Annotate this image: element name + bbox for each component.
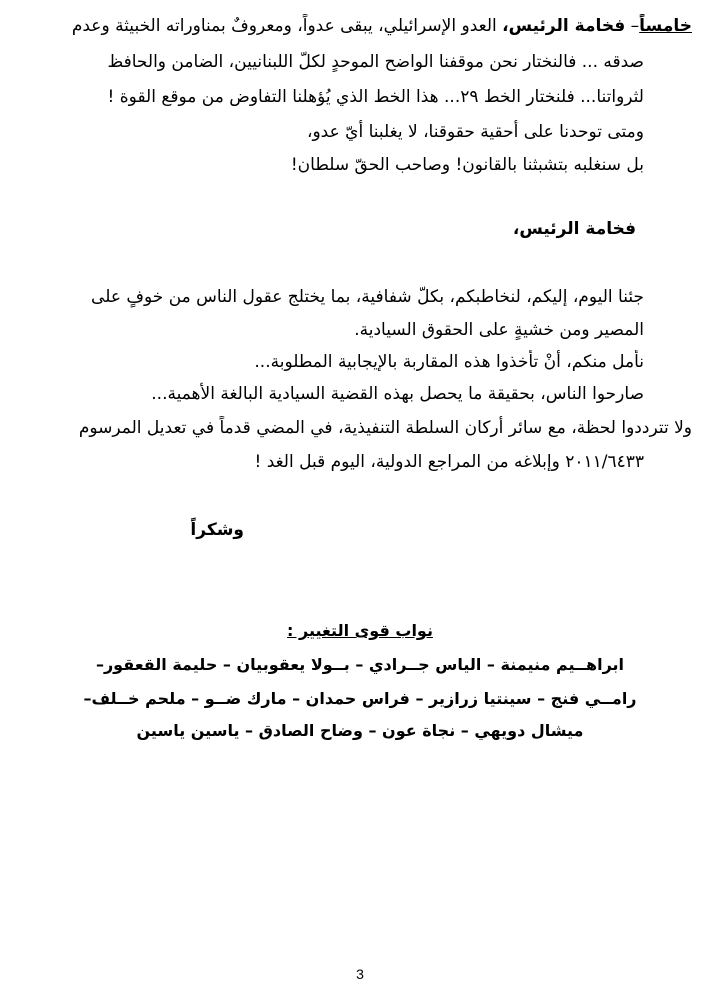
body-line-3: نأمل منكم، أنْ تأخذوا هذه المقاربة بالإيجابية المطلوبة... xyxy=(254,352,644,372)
section-addressee: فخامة الرئيس، xyxy=(502,16,626,36)
section-five-line-5: بل سنغلبه بتشبثنا بالقانون! وصاحب الحقّ سلطان! xyxy=(290,155,644,175)
body-line-1: جئنا اليوم، إليكم، لنخاطبكم، بكلّ شفافية، بما يختلج عقول الناس من خوفٍ على xyxy=(91,287,644,307)
body-line-4: صارحوا الناس، بحقيقة ما يحصل بهذه القضية السيادية البالغة الأهمية... xyxy=(151,384,644,404)
signatories-row-2: رامــي فنج – سينتيا زرازير – فراس حمدان – مارك ضــو – ملحم خــلف– xyxy=(83,689,637,708)
section-dash: – xyxy=(625,16,640,36)
signatories-row-1: ابراهــيم منيمنة – الياس جــرادي – بــولا يعقوبيان – حليمة القعقور– xyxy=(95,655,625,674)
body-line-2: المصير ومن خشيةٍ على الحقوق السيادية. xyxy=(354,320,644,340)
signatories-row-3: ميشال دويهي – نجاة عون – وضاح الصادق – ياسين ياسين xyxy=(136,721,584,740)
section-five-line-2: صدقه ... فالنختار نحن موقفنا الواضح الموحدٍ لكلّ اللبنانيين، الضامن والحافظ xyxy=(107,52,644,72)
body-line-6: ٢٠١١/٦٤٣٣ وإبلاغه من المراجع الدولية، اليوم قبل الغد ! xyxy=(254,452,644,472)
section-five-line-4: ومتى توحدنا على أحقية حقوقنا، لا يغلبنا أيّ عدو، xyxy=(306,122,644,142)
section-five-line-3: لثرواتنا... فلنختار الخط ٢٩... هذا الخط الذي يُؤهلنا التفاوض من موقع القوة ! xyxy=(107,87,644,107)
signatories-title: نواب قوى التغيير : xyxy=(287,621,433,640)
section-line-1-text: العدو الإسرائيلي، يبقى عدواً، ومعروفٌ بمناوراته الخبيثة وعدم xyxy=(71,16,503,36)
section-five-line-1 xyxy=(36,14,692,38)
section-marker: خامساً xyxy=(639,16,692,36)
body-line-5: ولا تترددوا لحظة، مع سائر أركان السلطة التنفيذية، في المضي قدماً في تعديل المرسوم xyxy=(78,418,692,438)
page-number: 3 xyxy=(356,966,364,982)
address-heading: فخامة الرئيس، xyxy=(512,219,636,239)
closing-thanks: وشكراً xyxy=(190,520,244,540)
